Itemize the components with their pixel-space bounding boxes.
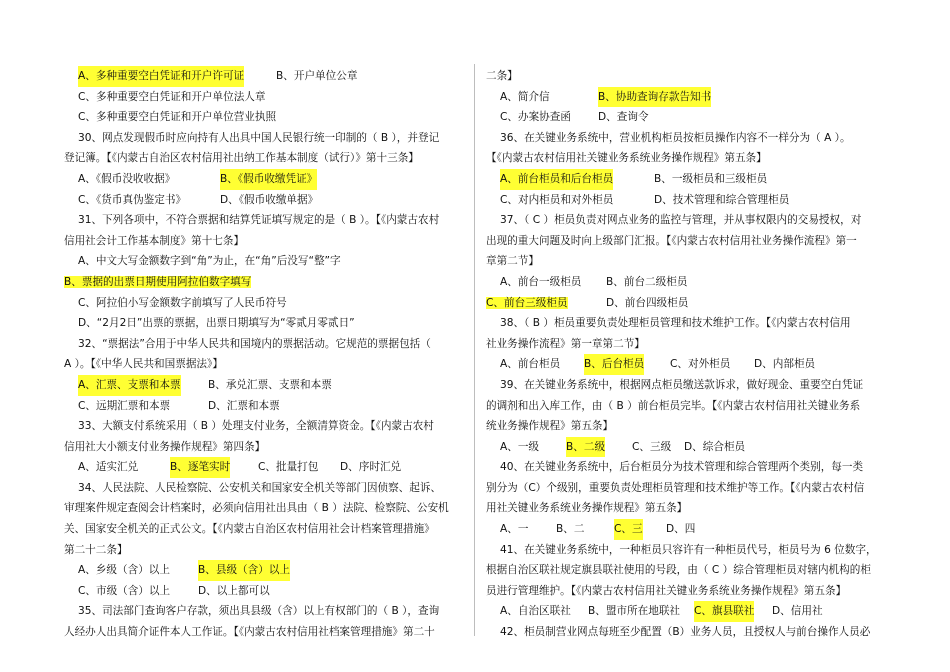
answer-option: B、前台二级柜员: [606, 275, 688, 288]
line-text: 的调剂和出入库工作，由（ B ）前台柜员完毕。【《内蒙古农村信用社关键业务系: [486, 399, 861, 412]
answer-option: A、中文大写金额数字到“角”为止，在“角”后没写“整”字: [78, 255, 341, 268]
text-line: [486, 540, 896, 561]
text-line: [64, 148, 474, 169]
line-text: 审理案件规定查阅会计档案时，必须向信用社出具由（ B ）法院、检察院、公安机: [64, 502, 449, 515]
answer-options-line: [64, 251, 474, 272]
answer-option: D、技术管理和综合管理柜员: [654, 193, 790, 206]
answer-options-line: [64, 66, 474, 87]
answer-option: D、信用社: [772, 605, 823, 618]
line-text: 登记簿。【《内蒙古自治区农村信用社出纳工作基本制度（试行）》第十三条】: [64, 152, 419, 165]
line-text: 38、（ B ）柜员重要负责处理柜员管理和技术维护工作。【《内蒙古农村信用: [500, 317, 851, 330]
answer-option: A、《假币没收收据》: [78, 172, 176, 185]
answer-option: B、开户单位公章: [276, 70, 358, 82]
answer-option: C、办案协查函: [500, 111, 571, 124]
answer-option: B、承兑汇票、支票和本票: [208, 378, 332, 391]
text-line: [486, 128, 896, 149]
answer-option: D、内部柜员: [754, 358, 816, 371]
answer-option: C、批量打包: [258, 461, 319, 474]
text-line: [486, 375, 896, 396]
answer-options-line: [64, 107, 474, 128]
answer-option: B、二: [556, 523, 585, 536]
highlighted-answer: B、县级（含）以上: [198, 560, 290, 581]
text-line: [486, 251, 896, 272]
answer-options-line: [64, 293, 474, 314]
answer-option: D、以上都可以: [198, 584, 270, 597]
answer-options-line: [486, 87, 896, 108]
answer-option: C、远期汇票和本票: [78, 399, 171, 412]
text-line: [486, 231, 896, 252]
text-line: [486, 478, 896, 499]
line-text: 35、司法部门查询客户存款，须出具县级（含）以上有权部门的（ B ），查询: [78, 605, 440, 618]
answer-option: D、《假币收缴单据》: [220, 193, 319, 206]
answer-option: A、一: [500, 523, 529, 536]
answer-options-line: [64, 560, 474, 581]
column-divider: [474, 64, 475, 636]
line-text: 章第二节】: [486, 255, 539, 268]
answer-option: D、查询令: [598, 111, 649, 124]
line-text: 39、在关键业务系统中，根据网点柜员缴送款诉求，做好现金、重要空白凭证: [500, 378, 864, 391]
line-text: A ）。【《中华人民共和国票据法》】: [64, 358, 223, 371]
text-line: [486, 148, 896, 169]
answer-options-line: [64, 169, 474, 190]
text-line: [486, 581, 896, 602]
text-line: [486, 210, 896, 231]
line-text: 社业务操作流程》第一章第二节】: [486, 337, 645, 350]
line-text: 关、国家安全机关的正式公文。【《内蒙古自治区农村信用社会计档案管理措施》: [64, 523, 435, 536]
text-line: [486, 334, 896, 355]
highlighted-answer: C、前台三级柜员: [486, 296, 568, 309]
answer-option: C、对外柜员: [670, 358, 731, 371]
text-line: [486, 293, 896, 314]
line-text: 【《内蒙古农村信用社关键业务系统业务操作规程》第五条】: [486, 152, 767, 165]
answer-option: B、盟市所在地联社: [588, 605, 681, 618]
text-line: [486, 396, 896, 417]
highlighted-answer: A、前台柜员和后台柜员: [500, 169, 613, 190]
answer-option: D、前台四级柜员: [606, 296, 689, 309]
line-text: 人经办人出具简介证件本人工作证。【《内蒙古农村信用社档案管理措施》第二十: [64, 626, 435, 639]
answer-option: D、四: [666, 523, 696, 536]
highlighted-answer: B、二级: [566, 437, 605, 458]
line-text: 41、在关键业务系统中，一种柜员只容许有一种柜员代号，柜员号为 6 位数字，: [500, 543, 877, 556]
text-line: [64, 210, 474, 231]
text-line: [486, 457, 896, 478]
text-line: [64, 354, 474, 375]
line-text: 用社关键业务系统业务操作规程》第五条】: [486, 502, 688, 515]
line-text: 第二十二条】: [64, 543, 128, 556]
text-line: [64, 519, 474, 540]
right-column: [486, 66, 896, 643]
answer-options-line: [486, 437, 896, 458]
text-line: [64, 231, 474, 252]
answer-option: D、汇票和本票: [208, 399, 280, 412]
highlighted-answer: B、逐笔实时: [170, 457, 230, 478]
answer-options-line: [64, 87, 474, 108]
text-line: [64, 437, 474, 458]
highlighted-answer: B、后台柜员: [584, 354, 644, 375]
answer-options-line: [486, 169, 896, 190]
answer-option: C、阿拉伯小写金额数字前填写了人民币符号: [78, 296, 287, 309]
answer-option: A、自治区联社: [500, 605, 571, 618]
text-line: [64, 601, 474, 622]
line-text: 别分为（C）个级别，重要负责处理柜员管理和技术维护等工作。【《内蒙古农村信: [486, 481, 865, 494]
line-text: 统业务操作规程》第五条】: [486, 420, 614, 433]
line-text: 34、人民法院、人民检察院、公安机关和国家安全机关等部门因侦察、起诉、: [78, 481, 442, 494]
line-text: 信用社会计工作基本制度》第十七条】: [64, 234, 245, 247]
highlighted-answer: A、多种重要空白凭证和开户许可证: [78, 66, 244, 87]
line-text: 37、（ C ）柜员负责对网点业务的监控与管理，并从事权限内的交易授权，对: [500, 214, 862, 227]
answer-option: C、多种重要空白凭证和开户单位营业执照: [78, 111, 277, 124]
answer-option: A、简介信: [500, 90, 550, 103]
text-line: [486, 560, 896, 581]
line-text: 员进行管理维护。【《内蒙古农村信用社关键业务系统业务操作规程》第五条】: [486, 584, 847, 597]
highlighted-answer: B、协助查询存款告知书: [598, 87, 711, 108]
line-text: 二条】: [486, 70, 518, 82]
answer-options-line: [64, 190, 474, 211]
answer-options-line: [486, 190, 896, 211]
answer-option: D、序时汇兑: [340, 461, 402, 474]
text-line: [486, 622, 896, 643]
line-text: 36、在关键业务系统中，营业机构柜员按柜员操作内容不一样分为（ A ）。: [500, 131, 851, 144]
text-line: [486, 498, 896, 519]
answer-options-line: [64, 313, 474, 334]
answer-option: A、前台柜员: [500, 358, 561, 371]
text-line: [64, 478, 474, 499]
answer-option: C、多种重要空白凭证和开户单位法人章: [78, 90, 266, 103]
text-line: [486, 66, 896, 87]
text-line: [64, 540, 474, 561]
answer-option: D、综合柜员: [684, 440, 746, 453]
answer-options-line: [64, 457, 474, 478]
answer-options-line: [486, 601, 896, 622]
highlighted-answer: B、票据的出票日期使用阿拉伯数字填写: [64, 275, 252, 288]
answer-option: D、“2月2日”出票的票据，出票日期填写为“零贰月零贰日”: [78, 317, 355, 330]
answer-option: C、对内柜员和对外柜员: [500, 193, 614, 206]
answer-options-line: [486, 354, 896, 375]
text-line: [64, 498, 474, 519]
highlighted-answer: C、三: [614, 519, 643, 540]
answer-options-line: [486, 107, 896, 128]
answer-options-line: [64, 375, 474, 396]
highlighted-answer: C、旗县联社: [694, 601, 754, 622]
line-text: 30、网点发现假币时应向持有人出具中国人民银行统一印制的（ B ），并登记: [78, 131, 440, 144]
line-text: 40、在关键业务系统中，后台柜员分为技术管理和综合管理两个类别，每一类: [500, 461, 864, 474]
answer-option: A、一级: [500, 440, 540, 453]
text-line: [64, 622, 474, 643]
text-line: [64, 334, 474, 355]
answer-option: A、前台一级柜员: [500, 275, 582, 288]
left-column: [64, 66, 474, 643]
text-line: [486, 416, 896, 437]
highlighted-answer: B、《假币收缴凭证》: [220, 169, 317, 190]
answer-options-line: [486, 272, 896, 293]
text-line: [64, 128, 474, 149]
answer-option: C、三级: [632, 440, 672, 453]
text-line: [64, 416, 474, 437]
line-text: 根据自治区联社规定旗县联社使用的号段，由（ C ）综合管理柜员对辖内机构的柜: [486, 564, 871, 577]
line-text: 33、大额支付系统采用（ B ）处理支付业务，全额清算资金。【《内蒙古农村: [78, 420, 434, 433]
answer-options-line: [64, 396, 474, 417]
line-text: 31、下列各项中，不符合票据和结算凭证填写规定的是（ B ）。【《内蒙古农村: [78, 214, 440, 227]
line-text: 42、柜员制营业网点每班至少配置（B）业务人员，且授权人与前台操作人员必: [500, 626, 871, 639]
line-text: 出现的重大问题及时向上级部门汇报。【《内蒙古农村信用社业务操作流程》第一: [486, 234, 857, 247]
line-text: 信用社大小额支付业务操作规程》第四条】: [64, 440, 266, 453]
answer-option: B、一级柜员和三级柜员: [654, 172, 768, 185]
text-line: [486, 313, 896, 334]
answer-option: C、市级（含）以上: [78, 584, 171, 597]
answer-option: A、乡级（含）以上: [78, 564, 170, 577]
line-text: 32、“票据法”合用于中华人民共和国境内的票据活动。它规范的票据包括（: [78, 337, 431, 350]
answer-option: A、适实汇兑: [78, 461, 139, 474]
highlighted-answer: A、汇票、支票和本票: [78, 375, 181, 396]
answer-option: C、《货币真伪鉴定书》: [78, 193, 187, 206]
answer-options-line: [64, 581, 474, 602]
answer-options-line: [486, 519, 896, 540]
text-line: [64, 272, 474, 293]
